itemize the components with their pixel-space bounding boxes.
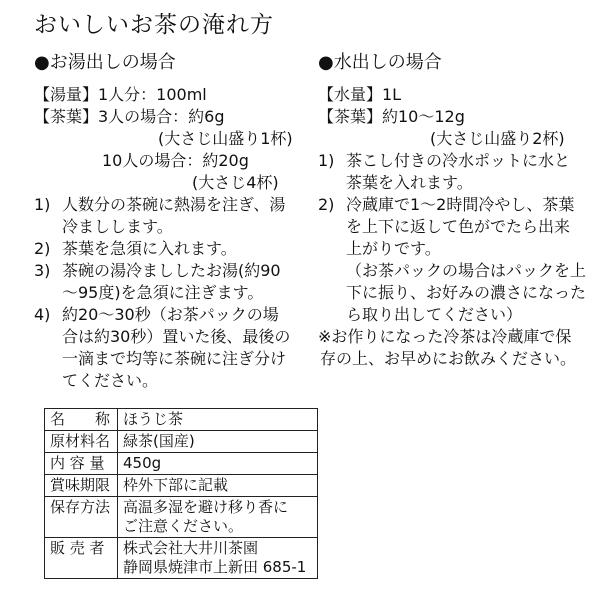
info-label: 販 売 者 <box>45 538 118 579</box>
hot-step-3 <box>34 260 304 304</box>
cold-step-2 <box>318 194 590 326</box>
product-info-table <box>44 408 318 579</box>
cold-water-amount: 【水量】1L <box>318 85 402 104</box>
step-number: 2) <box>318 195 335 214</box>
hot-water-amount: 【湯量】1人分：100ml <box>34 85 207 104</box>
info-value <box>118 538 318 579</box>
step-number: 2) <box>34 239 51 258</box>
info-label: 原材料名 <box>45 431 118 453</box>
cold-note: 存の上、お早めにお飲みください。 <box>320 349 577 368</box>
step-text: 約20〜30秒（お茶パックの場 <box>62 305 279 324</box>
info-value <box>118 475 318 497</box>
cold-brew-heading: ●水出しの場合 <box>318 52 442 73</box>
step-number: 4) <box>34 305 51 324</box>
info-value-line: 株式会社大井川茶園 <box>123 539 259 557</box>
info-value <box>118 409 318 431</box>
cold-leaf-amount: 【茶葉】約10〜12g <box>318 107 465 126</box>
info-label: 名 称 <box>45 409 118 431</box>
info-value-line: 枠外下部に記載 <box>123 476 229 494</box>
step-number: 1) <box>34 195 51 214</box>
info-value <box>118 497 318 538</box>
hot-leaf-spoon-3: (大さじ山盛り1杯) <box>158 129 293 148</box>
cold-brew-section <box>318 52 590 370</box>
step-text: 冷ましします。 <box>62 217 173 236</box>
step-text: 茶碗の湯冷まししたお湯(約90 <box>62 261 281 280</box>
cold-leaf-spoon: (大さじ山盛り2杯) <box>430 129 565 148</box>
step-text: 合は約30秒）置いた後、最後の <box>62 327 291 346</box>
info-value-line: 高温多湿を避け移り香に <box>123 498 289 516</box>
hot-leaf-amount-3: 【茶葉】3人の場合：約6g <box>34 107 225 126</box>
step-text: 茶こし付きの冷水ポットに水と <box>346 151 571 170</box>
step-text: （お茶パックの場合はパックを上 <box>346 261 587 280</box>
info-value <box>118 431 318 453</box>
step-text: 茶葉を急須に入れます。 <box>62 239 237 258</box>
table-row <box>45 409 318 431</box>
page-title: おいしいお茶の淹れ方 <box>34 12 274 38</box>
step-number: 3) <box>34 261 51 280</box>
table-row <box>45 497 318 538</box>
step-number: 1) <box>318 151 335 170</box>
table-row <box>45 475 318 497</box>
step-text: を上下に返して色がでたら出来 <box>346 217 571 236</box>
step-text: 冷蔵庫で1〜2時間冷やし、茶葉 <box>346 195 575 214</box>
step-text: 〜95度)を急須に注ぎます。 <box>62 283 264 302</box>
hot-step-1 <box>34 194 304 238</box>
table-row <box>45 431 318 453</box>
step-text: 一滴まで均等に茶碗に注ぎ分け <box>62 349 287 368</box>
info-label: 保存方法 <box>45 497 118 538</box>
hot-leaf-amount-10: 10人の場合：約20g <box>102 151 249 170</box>
cold-step-1 <box>318 150 590 194</box>
info-label: 賞味期限 <box>45 475 118 497</box>
hot-brew-heading: ●お湯出しの場合 <box>34 52 176 73</box>
info-label: 内 容 量 <box>45 453 118 475</box>
info-value-line: ご注意ください。 <box>123 517 244 535</box>
hot-step-4 <box>34 304 304 392</box>
step-text: 人数分の茶碗に熱湯を注ぎ、湯 <box>62 195 286 214</box>
table-row <box>45 538 318 579</box>
info-value-line: ほうじ茶 <box>123 410 184 428</box>
hot-step-2 <box>34 238 304 260</box>
hot-brew-section <box>34 52 304 392</box>
cold-note: ※お作りになった冷茶は冷蔵庫で保 <box>318 327 572 346</box>
table-row <box>45 453 318 475</box>
info-value <box>118 453 318 475</box>
step-text: てください。 <box>62 371 159 390</box>
step-text: ら取り出してください） <box>346 305 523 324</box>
hot-leaf-spoon-10: (大さじ4杯) <box>192 173 279 192</box>
step-text: 茶葉を入れます。 <box>346 173 473 192</box>
info-value-line: 450g <box>123 454 162 472</box>
step-text: 下に振り、お好みの濃さになった <box>346 283 587 302</box>
info-value-line: 緑茶(国産) <box>123 432 195 450</box>
step-text: 上がりです。 <box>346 239 441 258</box>
info-value-line: 静岡県焼津市上新田 685-1 <box>123 558 307 576</box>
